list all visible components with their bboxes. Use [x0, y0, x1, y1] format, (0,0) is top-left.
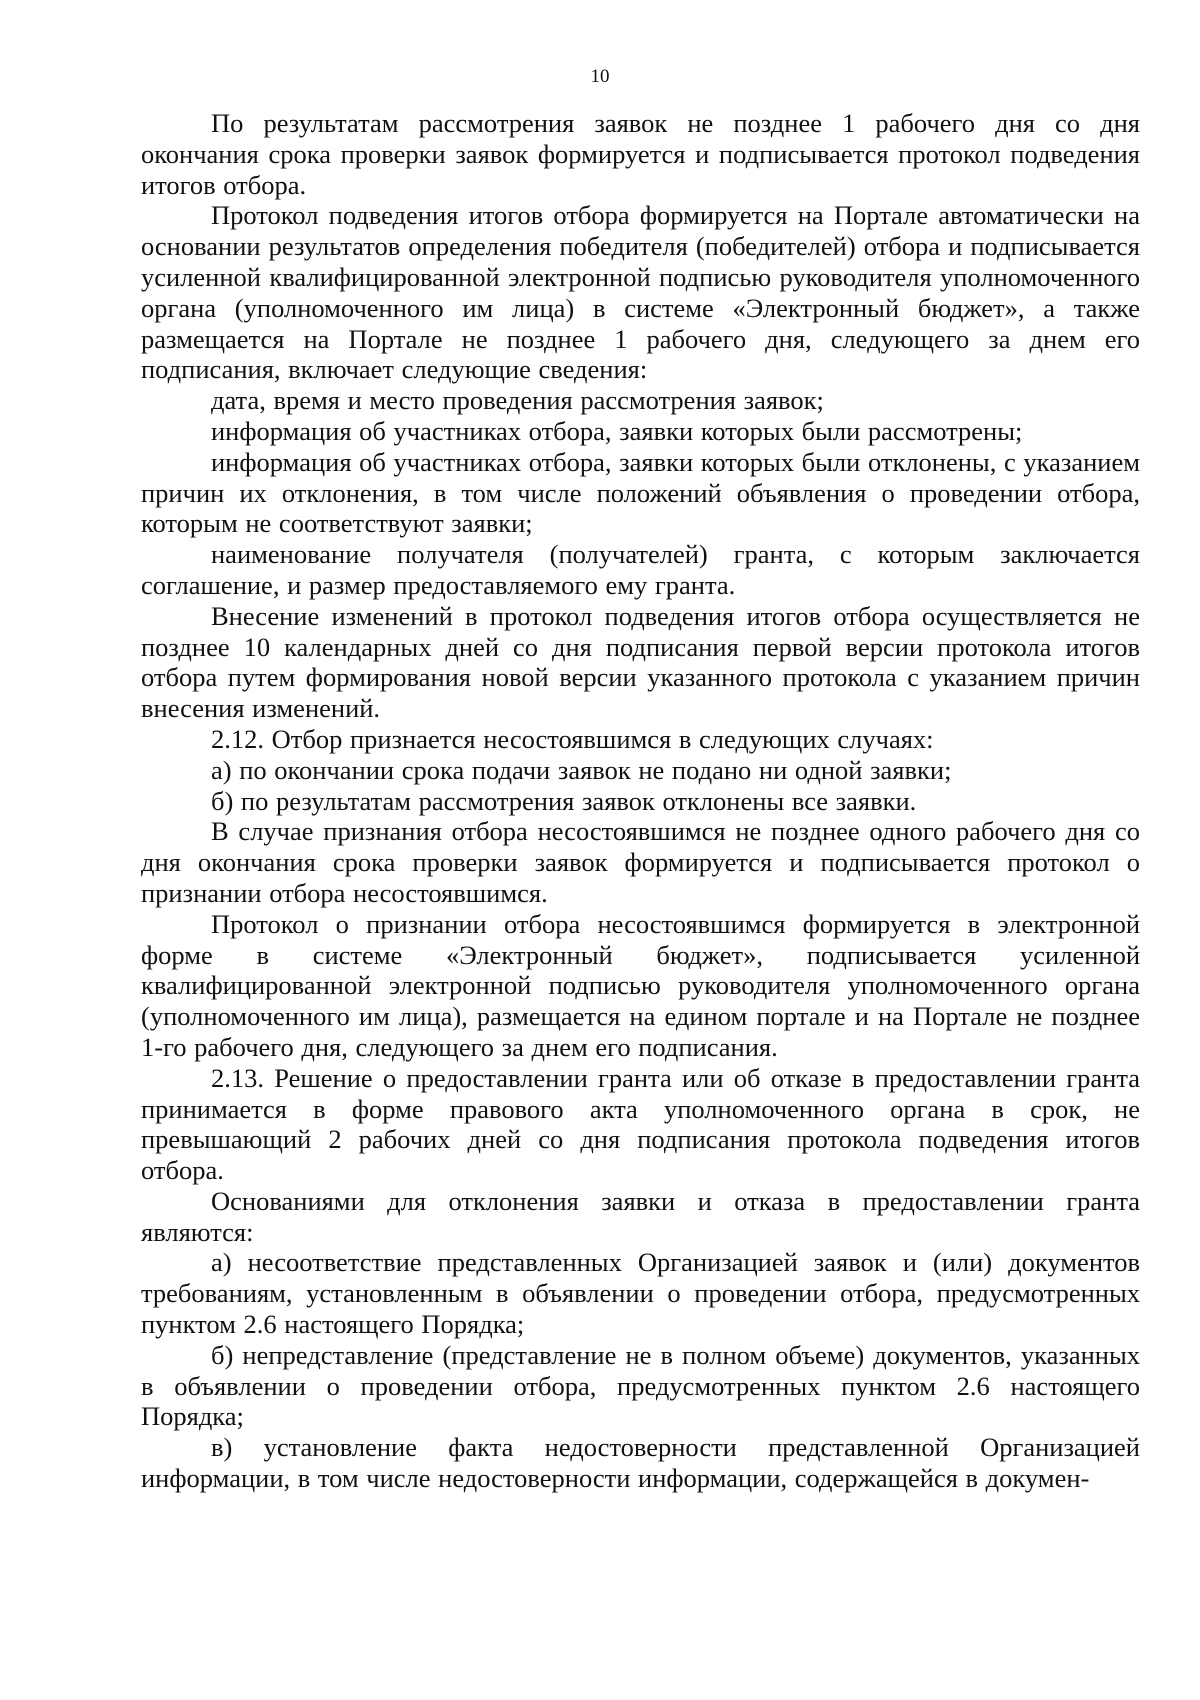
list-item-grant-recipient: наименование получателя (получателей) гранта, с которым заключается соглашение, и размер предоставляемого ему гранта. [141, 539, 1140, 600]
list-item-rejected-participants: информация об участниках отбора, заявки которых были отклонены, с указанием причин их отклонения, в том числе положений объявления о проведении отбора, которым не соответствуют заявки; [141, 446, 1140, 539]
paragraph-failed-protocol: Протокол о признании отбора несостоявшимся формируется в электронной форме в системе «Электронный бюджет», подписывается усиленной квалифицированной электронной подписью руководителя уполномоченного органа (уполномоченного им лица), размещается на едином портале и на Портале не позднее 1-го рабочего дня, следующего за днем его подписания. [141, 908, 1140, 1062]
paragraph-protocol-changes: Внесение изменений в протокол подведения итогов отбора осуществляется не позднее 10 календарных дней со дня подписания первой версии протокола итогов отбора путем формирования новой версии указанного протокола с указанием причин внесения изменений. [141, 600, 1140, 724]
list-item-reviewed-participants: информация об участниках отбора, заявки которых были рассмотрены; [211, 415, 1023, 446]
paragraph-failed-selection: В случае признания отбора несостоявшимся не позднее одного рабочего дня со дня окончания срока проверки заявок формируется и подписывается протокол о признании отбора несостоявшимся. [141, 816, 1140, 908]
section-2-13-decision: 2.13. Решение о предоставлении гранта или об отказе в предоставлении гранта принимается в форме правового акта уполномоченного органа в срок, не превышающий 2 рабочих дней со дня подписания протокола подведения итогов отбора. [141, 1062, 1140, 1186]
paragraph-protocol-signing: По результатам рассмотрения заявок не позднее 1 рабочего дня со дня окончания срока проверки заявок формируется и подписывается протокол подведения итогов отбора. [141, 108, 1140, 200]
list-item-false-information: в) установление факта недостоверности представленной Организацией информации, в том числе недостоверности информации, содержащейся в докумен- [141, 1432, 1140, 1494]
list-item-missing-documents: б) непредставление (представление не в полном объеме) документов, указанных в объявлении о проведении отбора, предусмотренных пунктом 2.6 настоящего Порядка; [141, 1339, 1140, 1432]
paragraph-protocol-portal: Протокол подведения итогов отбора формируется на Портале автоматически на основании результатов определения победителя (победителей) отбора и подписывается усиленной квалифицированной электронной подписью руководителя уполномоченного органа (уполномоченного им лица) в системе «Электронный бюджет», а также размещается на Портале не позднее 1 рабочего дня, следующего за днем его подписания, включает следующие сведения: [141, 200, 1140, 385]
page-number: 10 [590, 66, 610, 87]
list-item-nonconformity: а) несоответствие представленных Организацией заявок и (или) документов требованиям, установленным в объявлении о проведении отбора, предусмотренных пунктом 2.6 настоящего Порядка; [141, 1247, 1140, 1340]
section-2-12-heading: 2.12. Отбор признается несостоявшимся в следующих случаях: [211, 723, 934, 754]
list-item-date-time-place: дата, время и место проведения рассмотрения заявок; [211, 385, 824, 416]
document-body [141, 108, 1140, 1494]
list-item-all-rejected: б) по результатам рассмотрения заявок отклонены все заявки. [211, 785, 917, 816]
list-item-no-applications: а) по окончании срока подачи заявок не подано ни одной заявки; [211, 754, 952, 785]
paragraph-rejection-grounds: Основаниями для отклонения заявки и отказа в предоставлении гранта являются: [141, 1185, 1140, 1247]
